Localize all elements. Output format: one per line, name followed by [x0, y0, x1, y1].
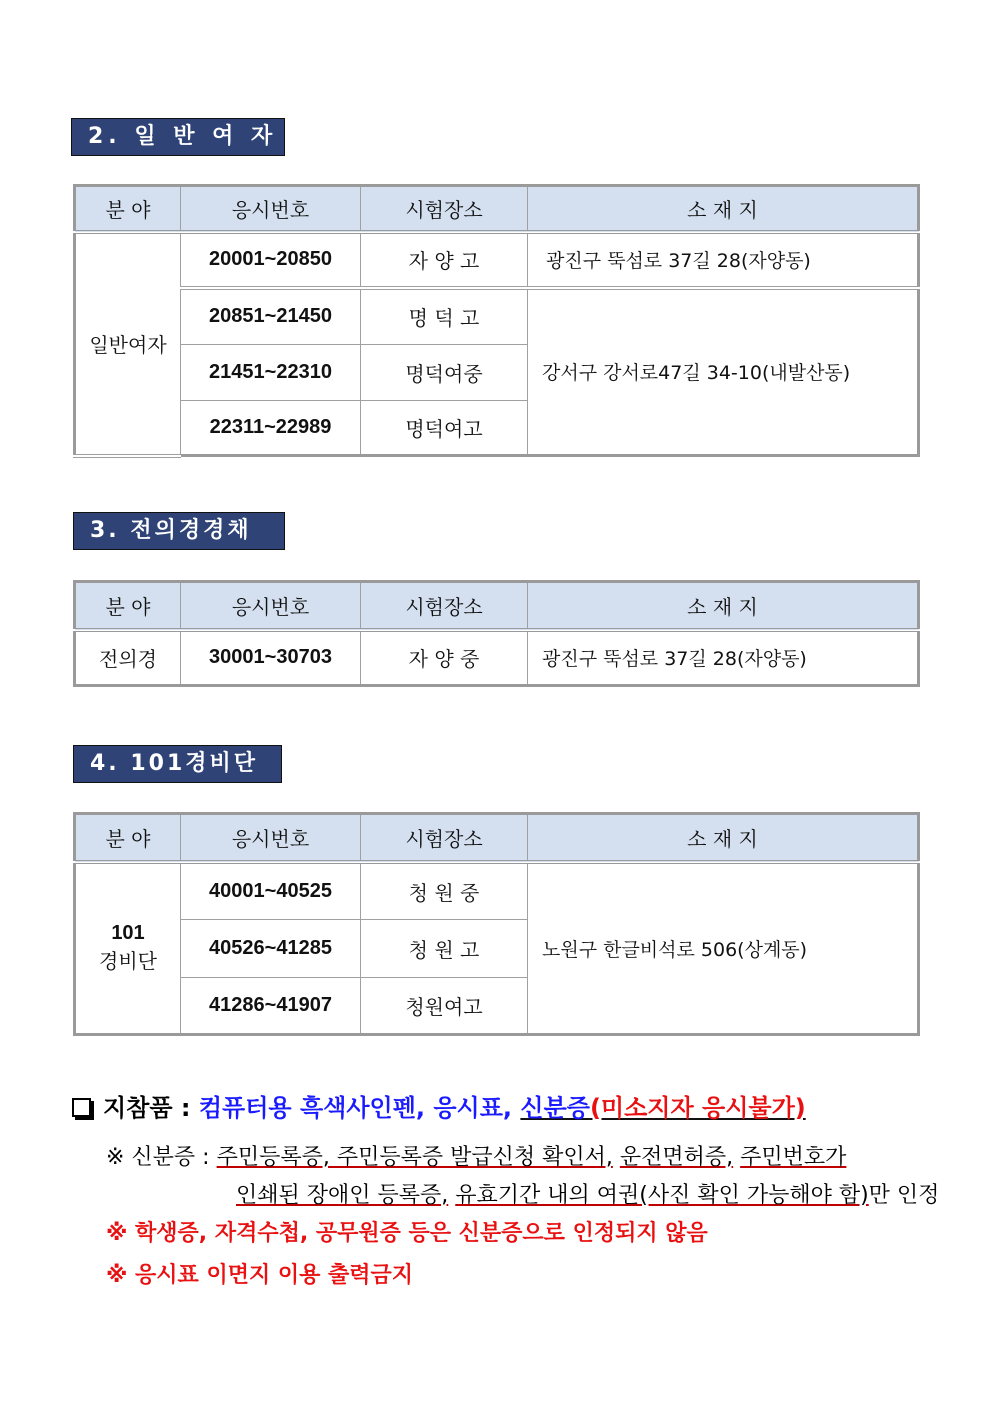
- number-range: 20001~20850: [181, 232, 361, 288]
- table-row: [75, 630, 919, 686]
- id-list: 주민등록증, 주민등록증 발급신청 확인서,: [216, 1145, 613, 1170]
- table-row: [75, 232, 919, 288]
- id-prefix: ※ 신분증 :: [106, 1145, 210, 1170]
- table-general-women: [73, 184, 920, 458]
- number-range: 21451~22310: [181, 345, 361, 401]
- header-address: 소 재 지: [528, 186, 919, 232]
- header-number: 응시번호: [181, 814, 361, 862]
- id-list: 운전면허증,: [619, 1145, 734, 1170]
- site: 자 양 중: [361, 630, 528, 686]
- header-field: 분 야: [75, 186, 181, 232]
- address: 강서구 강서로47길 34-10(내발산동): [528, 288, 919, 456]
- items-list: 컴퓨터용 흑색사인펜, 응시표,: [198, 1094, 513, 1122]
- category-line1: 101: [111, 922, 145, 945]
- header-number: 응시번호: [181, 186, 361, 232]
- number-range: 30001~30703: [181, 630, 361, 686]
- category-cell: 일반여자: [75, 232, 181, 456]
- id-line-1: [106, 1140, 846, 1171]
- warning-2: ※ 응시표 이면지 이용 출력금지: [106, 1263, 414, 1288]
- number-range: 40001~40525: [181, 862, 361, 920]
- category-line2: 경비단: [99, 949, 157, 974]
- site: 명 덕 고: [361, 288, 528, 345]
- id-list: 만 인정: [868, 1183, 940, 1208]
- header-address: 소 재 지: [528, 582, 919, 630]
- category-cell: [75, 862, 181, 1035]
- table-conscript: [73, 580, 920, 687]
- number-range: 41286~41907: [181, 978, 361, 1035]
- address: 노원구 한글비석로 506(상계동): [528, 862, 919, 1035]
- id-line-2: [236, 1178, 939, 1209]
- id-card-note: (미소지자 응시불가): [589, 1094, 806, 1122]
- id-list: 주민번호가: [740, 1145, 847, 1170]
- items-line: [72, 1088, 806, 1123]
- section-title-conscript: 3. 전의경경채: [73, 512, 285, 550]
- id-card: 신분증: [520, 1094, 590, 1122]
- site: 청원여고: [361, 978, 528, 1035]
- checkbox-square-icon: [72, 1098, 91, 1117]
- site: 청 원 중: [361, 862, 528, 920]
- header-site: 시험장소: [361, 186, 528, 232]
- table-row: [75, 862, 919, 920]
- header-address: 소 재 지: [528, 814, 919, 862]
- items-label: 지참품 :: [103, 1094, 191, 1122]
- header-site: 시험장소: [361, 582, 528, 630]
- number-range: 22311~22989: [181, 401, 361, 456]
- site: 청 원 고: [361, 920, 528, 978]
- id-list: 유효기간 내의 여권(사진 확인 가능해야 함): [455, 1183, 869, 1208]
- header-number: 응시번호: [181, 582, 361, 630]
- number-range: 40526~41285: [181, 920, 361, 978]
- section-title-general-women: 2. 일 반 여 자: [71, 118, 285, 156]
- site: 명덕여중: [361, 345, 528, 401]
- address: 광진구 뚝섬로 37길 28(자양동): [528, 630, 919, 686]
- warning-1: ※ 학생증, 자격수첩, 공무원증 등은 신분증으로 인정되지 않음: [106, 1221, 708, 1246]
- header-field: 분 야: [75, 582, 181, 630]
- header-field: 분 야: [75, 814, 181, 862]
- id-list: 인쇄된 장애인 등록증,: [236, 1183, 449, 1208]
- site: 자 양 고: [361, 232, 528, 288]
- header-site: 시험장소: [361, 814, 528, 862]
- site: 명덕여고: [361, 401, 528, 456]
- number-range: 20851~21450: [181, 288, 361, 345]
- category-cell: 전의경: [75, 630, 181, 686]
- section-title-101-guard: 4. 101경비단: [73, 745, 282, 783]
- table-row: [75, 288, 919, 345]
- address: 광진구 뚝섬로 37길 28(자양동): [528, 232, 919, 288]
- table-101-guard: [73, 812, 920, 1036]
